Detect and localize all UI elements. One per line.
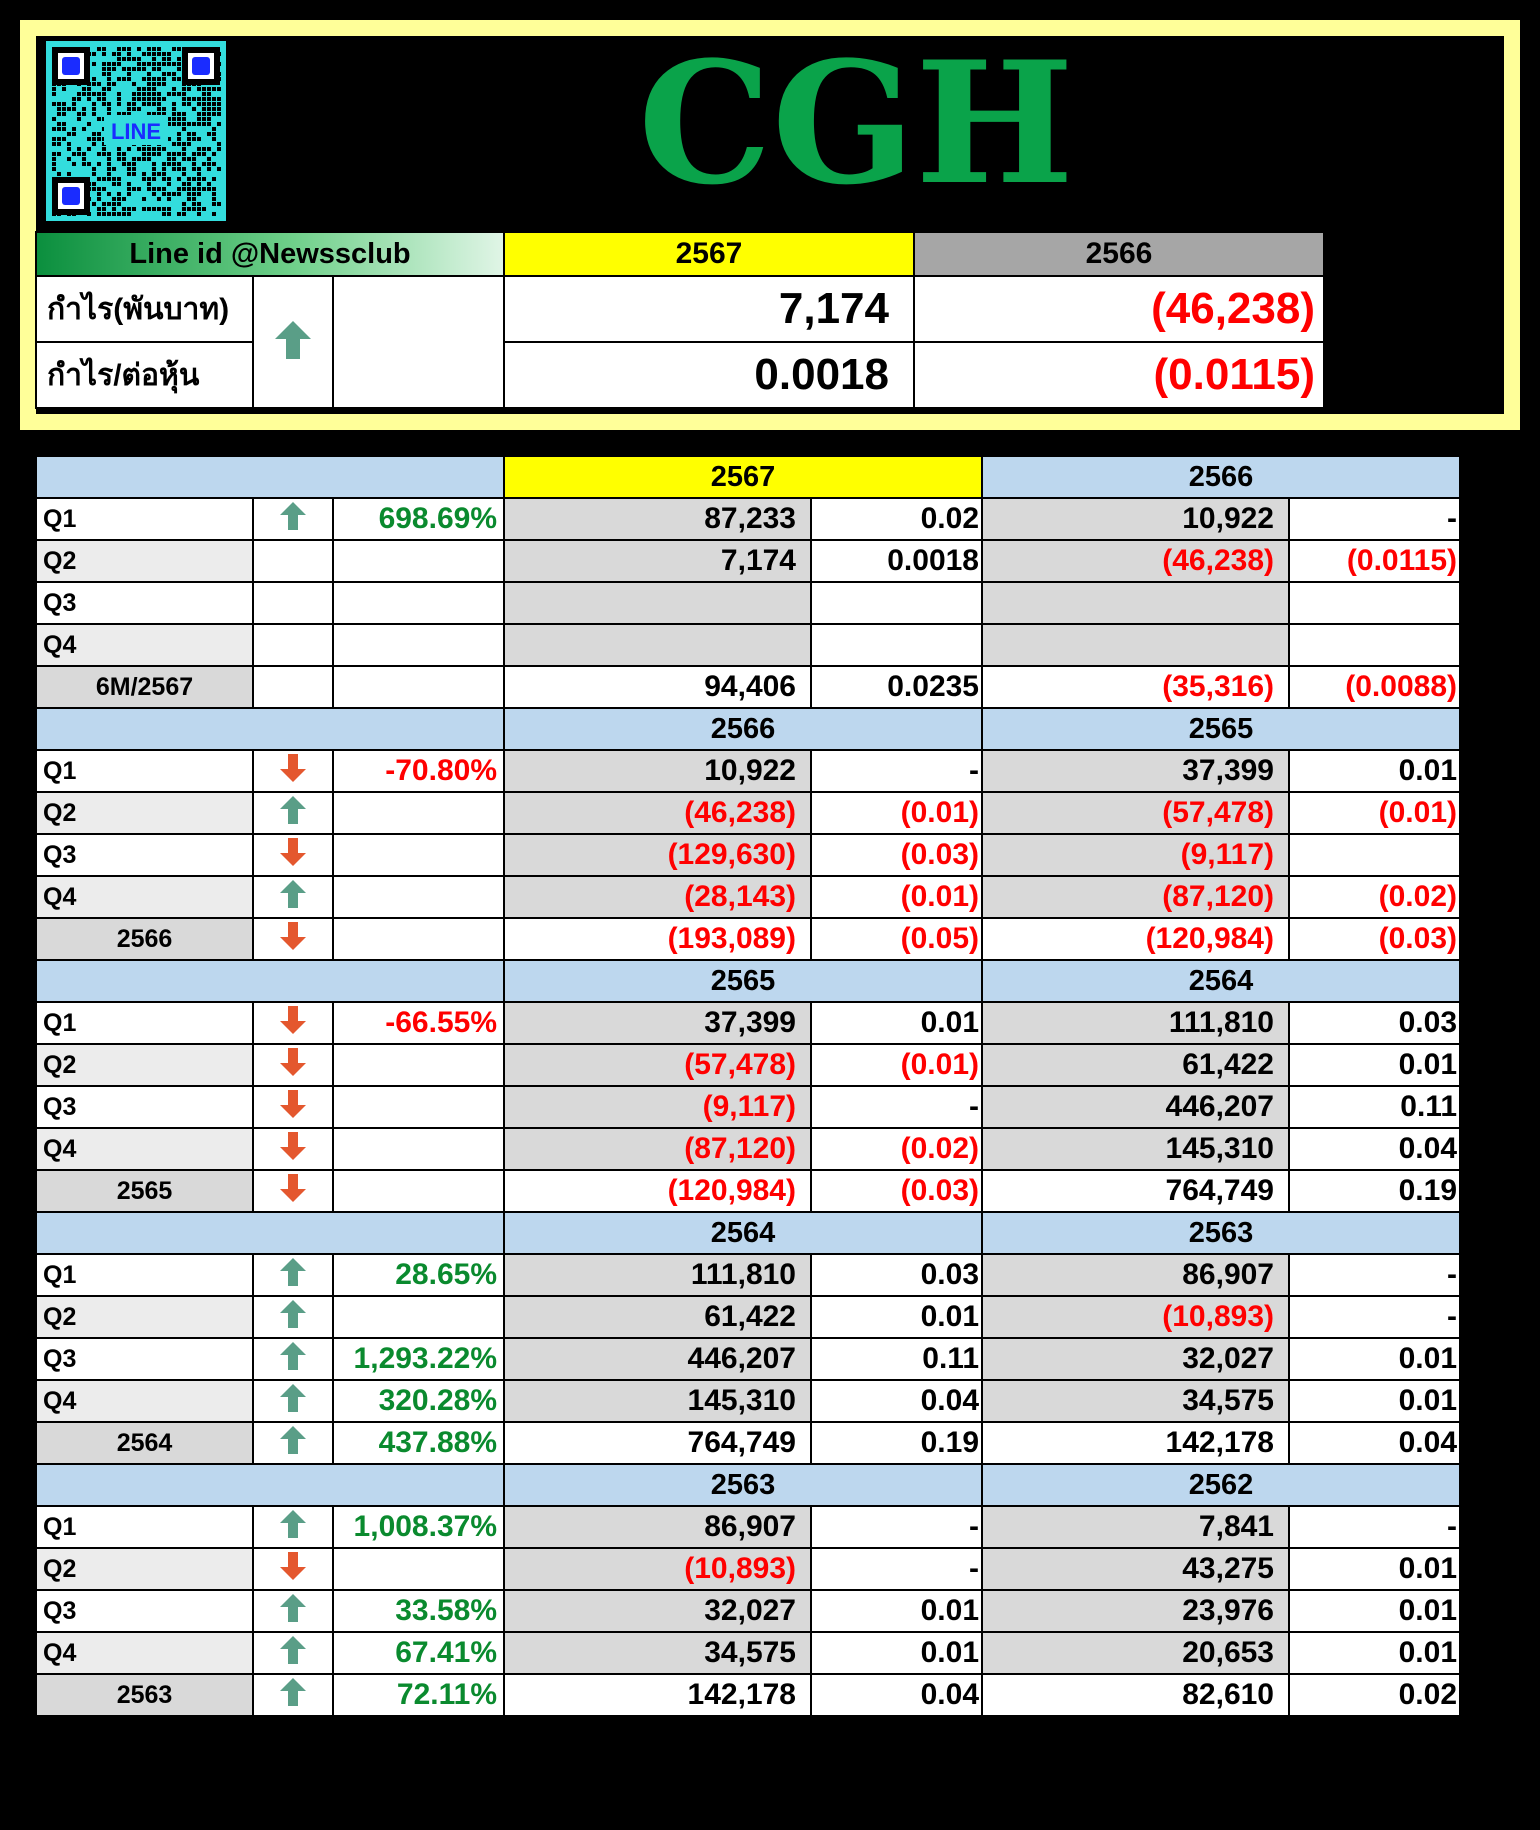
growth-percent [333, 1086, 504, 1128]
section-year-right: 2566 [982, 456, 1460, 498]
eps-value-right: (0.0088) [1289, 666, 1460, 708]
profit-value-right: 142,178 [982, 1422, 1289, 1464]
eps-label: กำไร/ต่อหุ้น [36, 342, 253, 408]
profit-value-left: 86,907 [504, 1506, 811, 1548]
arrow-down-icon [278, 1088, 308, 1120]
header-panel [20, 20, 1520, 430]
growth-percent [333, 834, 504, 876]
growth-percent: 320.28% [333, 1380, 504, 1422]
trend-cell [253, 1002, 333, 1044]
growth-percent: 1,293.22% [333, 1338, 504, 1380]
period-label: Q3 [36, 1086, 253, 1128]
profit-value-left: (129,630) [504, 834, 811, 876]
period-label: Q1 [36, 1254, 253, 1296]
profit-value-left: (87,120) [504, 1128, 811, 1170]
trend-cell [253, 1674, 333, 1716]
trend-cell [253, 918, 333, 960]
period-label: Q1 [36, 498, 253, 540]
arrow-down-icon [278, 1172, 308, 1204]
growth-percent: 437.88% [333, 1422, 504, 1464]
growth-percent [333, 918, 504, 960]
profit-value-left: (9,117) [504, 1086, 811, 1128]
quarter-row [36, 1548, 1460, 1590]
profit-value-left: 34,575 [504, 1632, 811, 1674]
profit-value-left: 145,310 [504, 1380, 811, 1422]
quarter-row [36, 498, 1460, 540]
eps-value-left: 0.01 [811, 1590, 982, 1632]
section-band-blank [36, 960, 504, 1002]
profit-value-right: 86,907 [982, 1254, 1289, 1296]
quarter-row [36, 1044, 1460, 1086]
growth-percent [333, 1170, 504, 1212]
trend-cell [253, 1380, 333, 1422]
profit-value-right: 34,575 [982, 1380, 1289, 1422]
period-label: Q4 [36, 1632, 253, 1674]
eps-value-right: 0.19 [1289, 1170, 1460, 1212]
trend-cell [253, 1548, 333, 1590]
period-label: Q4 [36, 624, 253, 666]
growth-percent: 698.69% [333, 498, 504, 540]
arrow-up-icon [278, 1340, 308, 1372]
arrow-up-icon [278, 878, 308, 910]
annual-total-row [36, 666, 1460, 708]
profit-value-right [982, 624, 1289, 666]
arrow-down-icon [278, 836, 308, 868]
quarter-row [36, 750, 1460, 792]
quarter-row [36, 1296, 1460, 1338]
eps-value-left: (0.01) [811, 876, 982, 918]
trend-cell [253, 1254, 333, 1296]
period-label: Q3 [36, 834, 253, 876]
profit-value-left: 7,174 [504, 540, 811, 582]
trend-cell [253, 750, 333, 792]
summary-trend [253, 276, 333, 408]
eps-value-left: 0.01 [811, 1002, 982, 1044]
section-year-left: 2566 [504, 708, 982, 750]
profit-value-left: 10,922 [504, 750, 811, 792]
growth-percent [333, 1044, 504, 1086]
trend-cell [253, 1632, 333, 1674]
growth-percent [333, 540, 504, 582]
section-band-blank [36, 708, 504, 750]
profit-value-right: 20,653 [982, 1632, 1289, 1674]
profit-value-left: (193,089) [504, 918, 811, 960]
profit-value-left: 87,233 [504, 498, 811, 540]
profit-previous: (46,238) [914, 276, 1324, 342]
eps-value-right: 0.01 [1289, 1380, 1460, 1422]
eps-value-right: 0.04 [1289, 1422, 1460, 1464]
profit-value-left: 94,406 [504, 666, 811, 708]
quarterly-table [35, 455, 1461, 1717]
arrow-up-icon [278, 1298, 308, 1330]
quarter-row [36, 834, 1460, 876]
growth-percent: 1,008.37% [333, 1506, 504, 1548]
period-label: Q2 [36, 792, 253, 834]
arrow-down-icon [278, 752, 308, 784]
eps-value-right: 0.11 [1289, 1086, 1460, 1128]
growth-percent: 72.11% [333, 1674, 504, 1716]
summary-blank [333, 276, 504, 408]
period-label: Q4 [36, 1128, 253, 1170]
eps-value-right: - [1289, 1506, 1460, 1548]
eps-value-right: 0.01 [1289, 750, 1460, 792]
eps-value-right: 0.02 [1289, 1674, 1460, 1716]
section-band-blank [36, 1464, 504, 1506]
arrow-up-icon [273, 319, 313, 361]
profit-value-right: (57,478) [982, 792, 1289, 834]
profit-value-left: (57,478) [504, 1044, 811, 1086]
growth-percent: -66.55% [333, 1002, 504, 1044]
profit-value-right: 145,310 [982, 1128, 1289, 1170]
eps-value-left: 0.01 [811, 1296, 982, 1338]
section-year-right: 2565 [982, 708, 1460, 750]
annual-total-row [36, 1422, 1460, 1464]
eps-value-right: 0.01 [1289, 1548, 1460, 1590]
trend-cell [253, 792, 333, 834]
quarter-row [36, 1128, 1460, 1170]
eps-value-right: 0.01 [1289, 1044, 1460, 1086]
eps-value-left: - [811, 750, 982, 792]
eps-value-left: 0.11 [811, 1338, 982, 1380]
growth-percent [333, 666, 504, 708]
eps-value-right: (0.01) [1289, 792, 1460, 834]
profit-value-left: 61,422 [504, 1296, 811, 1338]
eps-value-left: 0.02 [811, 498, 982, 540]
quarter-row [36, 1086, 1460, 1128]
eps-value-right: (0.02) [1289, 876, 1460, 918]
quarter-row [36, 1590, 1460, 1632]
eps-value-left: 0.19 [811, 1422, 982, 1464]
growth-percent: 33.58% [333, 1590, 504, 1632]
eps-value-left [811, 624, 982, 666]
eps-value-right: - [1289, 498, 1460, 540]
period-label: 6M/2567 [36, 666, 253, 708]
eps-value-right: 0.04 [1289, 1128, 1460, 1170]
profit-value-right: 32,027 [982, 1338, 1289, 1380]
section-band-blank [36, 456, 504, 498]
profit-value-left: 446,207 [504, 1338, 811, 1380]
eps-value-left: - [811, 1086, 982, 1128]
trend-cell [253, 624, 333, 666]
growth-percent [333, 876, 504, 918]
period-label: Q2 [36, 1296, 253, 1338]
quarter-row [36, 1506, 1460, 1548]
quarter-row [36, 876, 1460, 918]
summary-year-current: 2567 [504, 232, 914, 276]
eps-value-right: (0.0115) [1289, 540, 1460, 582]
period-label: 2566 [36, 918, 253, 960]
profit-label: กำไร(พันบาท) [36, 276, 253, 342]
growth-percent [333, 624, 504, 666]
quarter-row [36, 1338, 1460, 1380]
trend-cell [253, 1422, 333, 1464]
summary-year-previous: 2566 [914, 232, 1324, 276]
period-label: Q4 [36, 1380, 253, 1422]
profit-value-right: 446,207 [982, 1086, 1289, 1128]
profit-value-right: 7,841 [982, 1506, 1289, 1548]
arrow-up-icon [278, 1508, 308, 1540]
profit-value-right: 43,275 [982, 1548, 1289, 1590]
line-qr-code [46, 41, 226, 221]
arrow-up-icon [278, 500, 308, 532]
quarter-row [36, 624, 1460, 666]
eps-value-left: 0.0018 [811, 540, 982, 582]
growth-percent [333, 582, 504, 624]
eps-value-left: (0.03) [811, 1170, 982, 1212]
profit-value-left: 111,810 [504, 1254, 811, 1296]
trend-cell [253, 1128, 333, 1170]
period-label: Q2 [36, 540, 253, 582]
profit-value-right: (35,316) [982, 666, 1289, 708]
trend-cell [253, 498, 333, 540]
header-inner [36, 24, 1504, 414]
period-label: Q3 [36, 1590, 253, 1632]
eps-value-left: (0.01) [811, 1044, 982, 1086]
eps-value-right: 0.03 [1289, 1002, 1460, 1044]
eps-value-left: 0.01 [811, 1632, 982, 1674]
growth-percent: -70.80% [333, 750, 504, 792]
section-year-left: 2564 [504, 1212, 982, 1254]
eps-value-left: (0.05) [811, 918, 982, 960]
eps-value-right [1289, 624, 1460, 666]
profit-value-left: (28,143) [504, 876, 811, 918]
eps-value-left: - [811, 1506, 982, 1548]
eps-value-right [1289, 834, 1460, 876]
growth-percent [333, 792, 504, 834]
eps-current: 0.0018 [504, 342, 914, 408]
profit-current: 7,174 [504, 276, 914, 342]
eps-value-left [811, 582, 982, 624]
section-header-row [36, 456, 1460, 498]
growth-percent: 67.41% [333, 1632, 504, 1674]
period-label: Q2 [36, 1548, 253, 1590]
period-label: Q4 [36, 876, 253, 918]
quarter-row [36, 582, 1460, 624]
trend-cell [253, 1086, 333, 1128]
profit-value-left [504, 624, 811, 666]
arrow-down-icon [278, 920, 308, 952]
period-label: Q1 [36, 1506, 253, 1548]
arrow-up-icon [278, 1382, 308, 1414]
section-year-right: 2562 [982, 1464, 1460, 1506]
period-label: Q2 [36, 1044, 253, 1086]
eps-value-right: - [1289, 1254, 1460, 1296]
section-year-right: 2563 [982, 1212, 1460, 1254]
profit-value-right [982, 582, 1289, 624]
quarter-row [36, 1632, 1460, 1674]
section-year-left: 2565 [504, 960, 982, 1002]
eps-value-left: 0.0235 [811, 666, 982, 708]
eps-value-left: 0.04 [811, 1674, 982, 1716]
arrow-up-icon [278, 1592, 308, 1624]
arrow-down-icon [278, 1550, 308, 1582]
quarter-row [36, 792, 1460, 834]
annual-total-row [36, 918, 1460, 960]
trend-cell [253, 1044, 333, 1086]
arrow-up-icon [278, 1634, 308, 1666]
growth-percent: 28.65% [333, 1254, 504, 1296]
period-label: Q1 [36, 750, 253, 792]
quarter-row [36, 540, 1460, 582]
annual-total-row [36, 1170, 1460, 1212]
eps-value-left: (0.02) [811, 1128, 982, 1170]
arrow-up-icon [278, 794, 308, 826]
trend-cell [253, 1338, 333, 1380]
growth-percent [333, 1296, 504, 1338]
profit-value-left [504, 582, 811, 624]
trend-cell [253, 1170, 333, 1212]
quarter-row [36, 1380, 1460, 1422]
eps-value-left: (0.01) [811, 792, 982, 834]
profit-value-right: (9,117) [982, 834, 1289, 876]
profit-value-left: (46,238) [504, 792, 811, 834]
trend-cell [253, 834, 333, 876]
arrow-up-icon [278, 1424, 308, 1456]
eps-value-left: - [811, 1548, 982, 1590]
growth-percent [333, 1128, 504, 1170]
section-header-row [36, 1464, 1460, 1506]
profit-value-left: 142,178 [504, 1674, 811, 1716]
period-label: Q1 [36, 1002, 253, 1044]
profit-value-left: 764,749 [504, 1422, 811, 1464]
section-header-row [36, 960, 1460, 1002]
arrow-up-icon [278, 1676, 308, 1708]
period-label: Q3 [36, 582, 253, 624]
section-year-left: 2563 [504, 1464, 982, 1506]
section-year-left: 2567 [504, 456, 982, 498]
profit-value-right: (120,984) [982, 918, 1289, 960]
eps-value-right: (0.03) [1289, 918, 1460, 960]
eps-value-left: 0.04 [811, 1380, 982, 1422]
company-logo: CGH [638, 24, 1074, 222]
profit-value-right: 764,749 [982, 1170, 1289, 1212]
profit-value-right: 37,399 [982, 750, 1289, 792]
eps-value-right: - [1289, 1296, 1460, 1338]
eps-previous: (0.0115) [914, 342, 1324, 408]
profit-value-right: (87,120) [982, 876, 1289, 918]
period-label: 2563 [36, 1674, 253, 1716]
profit-value-right: 61,422 [982, 1044, 1289, 1086]
period-label: 2564 [36, 1422, 253, 1464]
eps-value-left: (0.03) [811, 834, 982, 876]
period-label: 2565 [36, 1170, 253, 1212]
qr-code-icon [46, 41, 226, 221]
annual-total-row [36, 1674, 1460, 1716]
profit-value-left: 37,399 [504, 1002, 811, 1044]
arrow-down-icon [278, 1004, 308, 1036]
trend-cell [253, 1296, 333, 1338]
quarter-row [36, 1002, 1460, 1044]
trend-cell [253, 540, 333, 582]
trend-cell [253, 1506, 333, 1548]
profit-value-right: 82,610 [982, 1674, 1289, 1716]
line-id-label: Line id @Newssclub [36, 232, 504, 276]
eps-value-right: 0.01 [1289, 1590, 1460, 1632]
profit-value-left: 32,027 [504, 1590, 811, 1632]
arrow-down-icon [278, 1130, 308, 1162]
eps-value-right: 0.01 [1289, 1338, 1460, 1380]
section-band-blank [36, 1212, 504, 1254]
profit-value-right: 111,810 [982, 1002, 1289, 1044]
growth-percent [333, 1548, 504, 1590]
profit-value-right: (10,893) [982, 1296, 1289, 1338]
arrow-up-icon [278, 1256, 308, 1288]
eps-value-right: 0.01 [1289, 1632, 1460, 1674]
profit-value-right: 10,922 [982, 498, 1289, 540]
period-label: Q3 [36, 1338, 253, 1380]
trend-cell [253, 582, 333, 624]
profit-value-right: (46,238) [982, 540, 1289, 582]
profit-value-right: 23,976 [982, 1590, 1289, 1632]
eps-value-right [1289, 582, 1460, 624]
profit-value-left: (120,984) [504, 1170, 811, 1212]
section-header-row [36, 1212, 1460, 1254]
summary-table [35, 231, 1325, 409]
section-year-right: 2564 [982, 960, 1460, 1002]
profit-value-left: (10,893) [504, 1548, 811, 1590]
trend-cell [253, 1590, 333, 1632]
eps-value-left: 0.03 [811, 1254, 982, 1296]
section-header-row [36, 708, 1460, 750]
qr-label: LINE [110, 119, 162, 144]
quarter-row [36, 1254, 1460, 1296]
trend-cell [253, 666, 333, 708]
trend-cell [253, 876, 333, 918]
arrow-down-icon [278, 1046, 308, 1078]
